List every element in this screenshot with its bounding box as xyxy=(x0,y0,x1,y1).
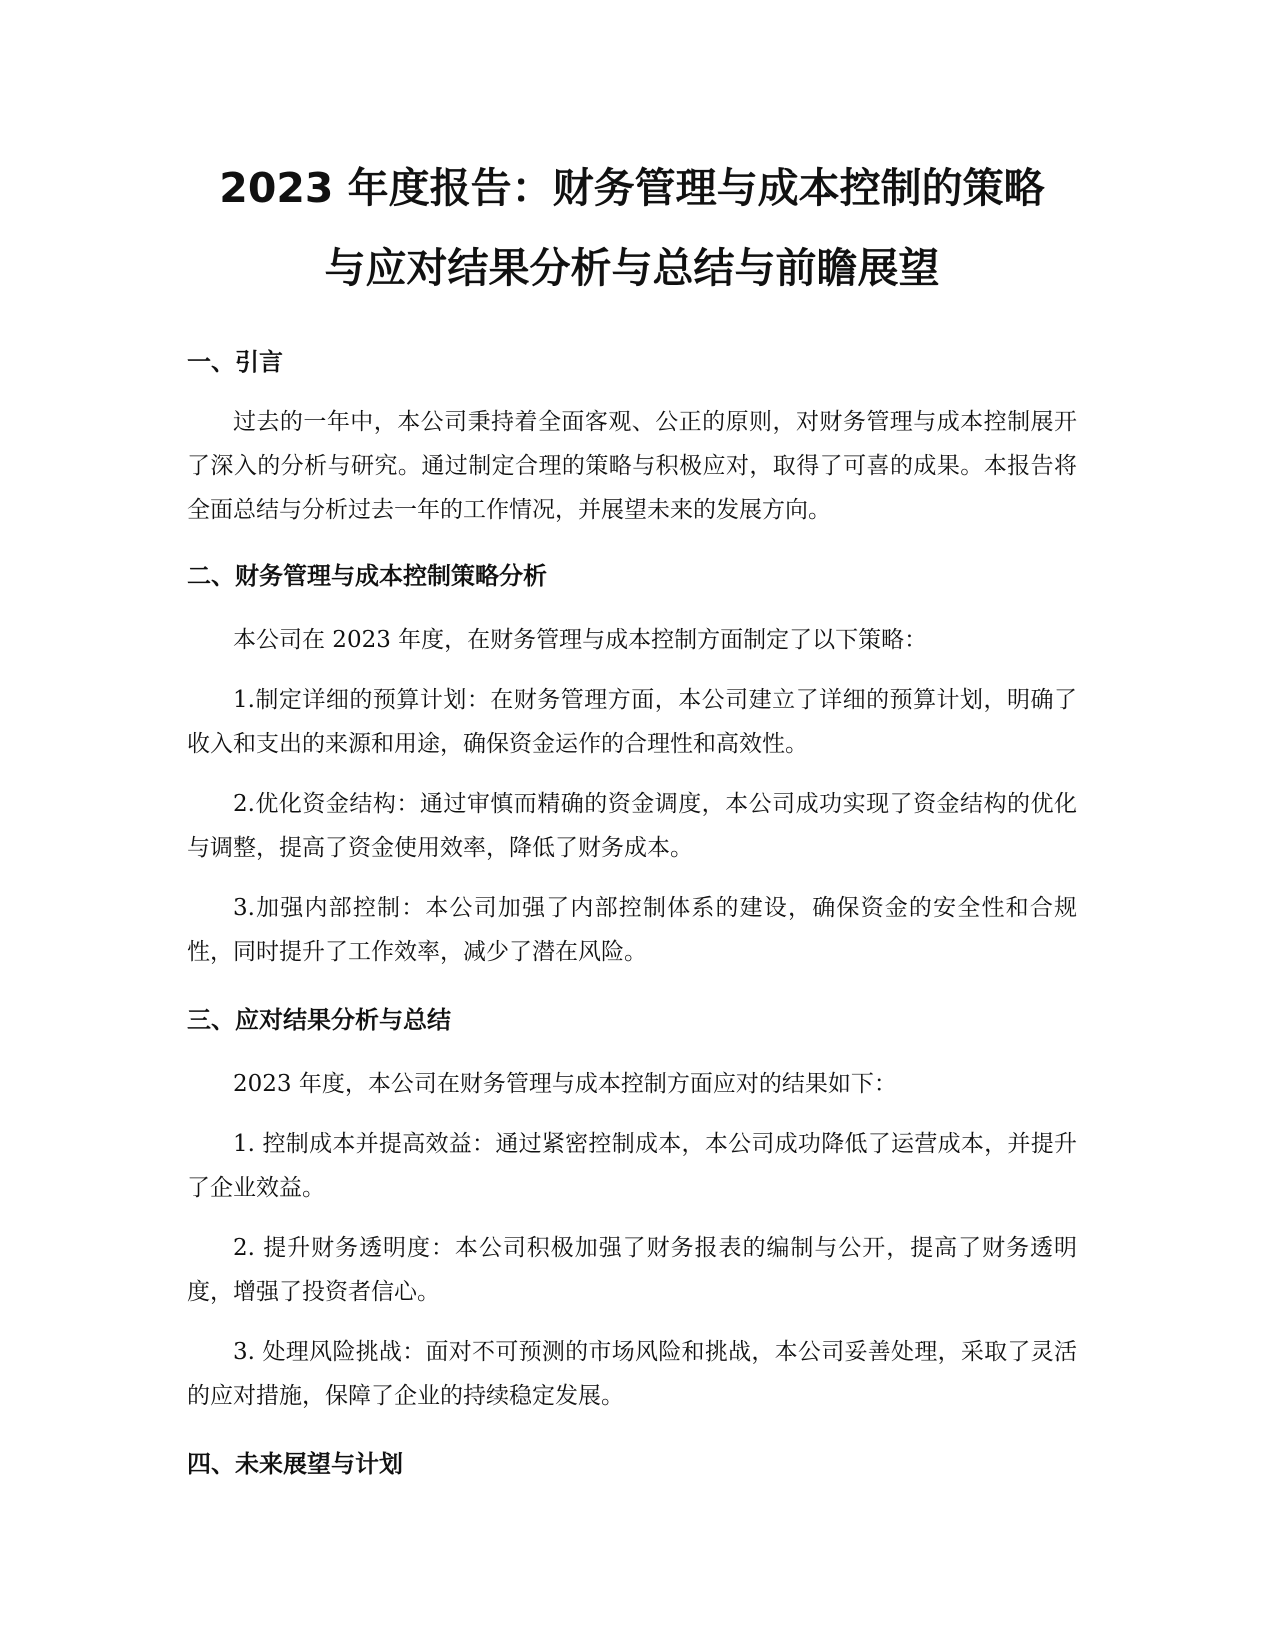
results-item-2: 2. 提升财务透明度：本公司积极加强了财务报表的编制与公开，提高了财务透明度，增强了投资者信心。 xyxy=(187,1235,1077,1305)
results-item-1: 1. 控制成本并提高效益：通过紧密控制成本，本公司成功降低了运营成本，并提升了企业效益。 xyxy=(187,1131,1077,1201)
section-heading-strategy: 二、财务管理与成本控制策略分析 xyxy=(187,562,547,590)
title-line-2: 与应对结果分析与总结与前瞻展望 xyxy=(324,244,940,292)
strategy-item-3: 3.加强内部控制：本公司加强了内部控制体系的建设，确保资金的安全性和合规性，同时提升了工作效率，减少了潜在风险。 xyxy=(187,895,1077,965)
document-title xyxy=(187,148,1077,308)
section-heading-introduction: 一、引言 xyxy=(187,348,283,376)
results-lead-paragraph: 2023 年度，本公司在财务管理与成本控制方面应对的结果如下： xyxy=(233,1071,897,1097)
title-line-1: 2023 年度报告：财务管理与成本控制的策略 xyxy=(219,164,1045,212)
section-heading-results: 三、应对结果分析与总结 xyxy=(187,1006,451,1034)
strategy-lead-paragraph: 本公司在 2023 年度，在财务管理与成本控制方面制定了以下策略： xyxy=(233,627,928,653)
section-heading-outlook: 四、未来展望与计划 xyxy=(187,1450,403,1478)
strategy-item-2: 2.优化资金结构：通过审慎而精确的资金调度，本公司成功实现了资金结构的优化与调整，提高了资金使用效率，降低了财务成本。 xyxy=(187,791,1077,861)
strategy-item-1: 1.制定详细的预算计划：在财务管理方面，本公司建立了详细的预算计划，明确了收入和支出的来源和用途，确保资金运作的合理性和高效性。 xyxy=(187,687,1077,757)
introduction-paragraph: 过去的一年中，本公司秉持着全面客观、公正的原则，对财务管理与成本控制展开了深入的分析与研究。通过制定合理的策略与积极应对，取得了可喜的成果。本报告将全面总结与分析过去一年的工作情况，并展望未来的发展方向。 xyxy=(187,409,1077,523)
results-item-3: 3. 处理风险挑战：面对不可预测的市场风险和挑战，本公司妥善处理，采取了灵活的应对措施，保障了企业的持续稳定发展。 xyxy=(187,1339,1077,1409)
document-page xyxy=(187,148,1077,1482)
